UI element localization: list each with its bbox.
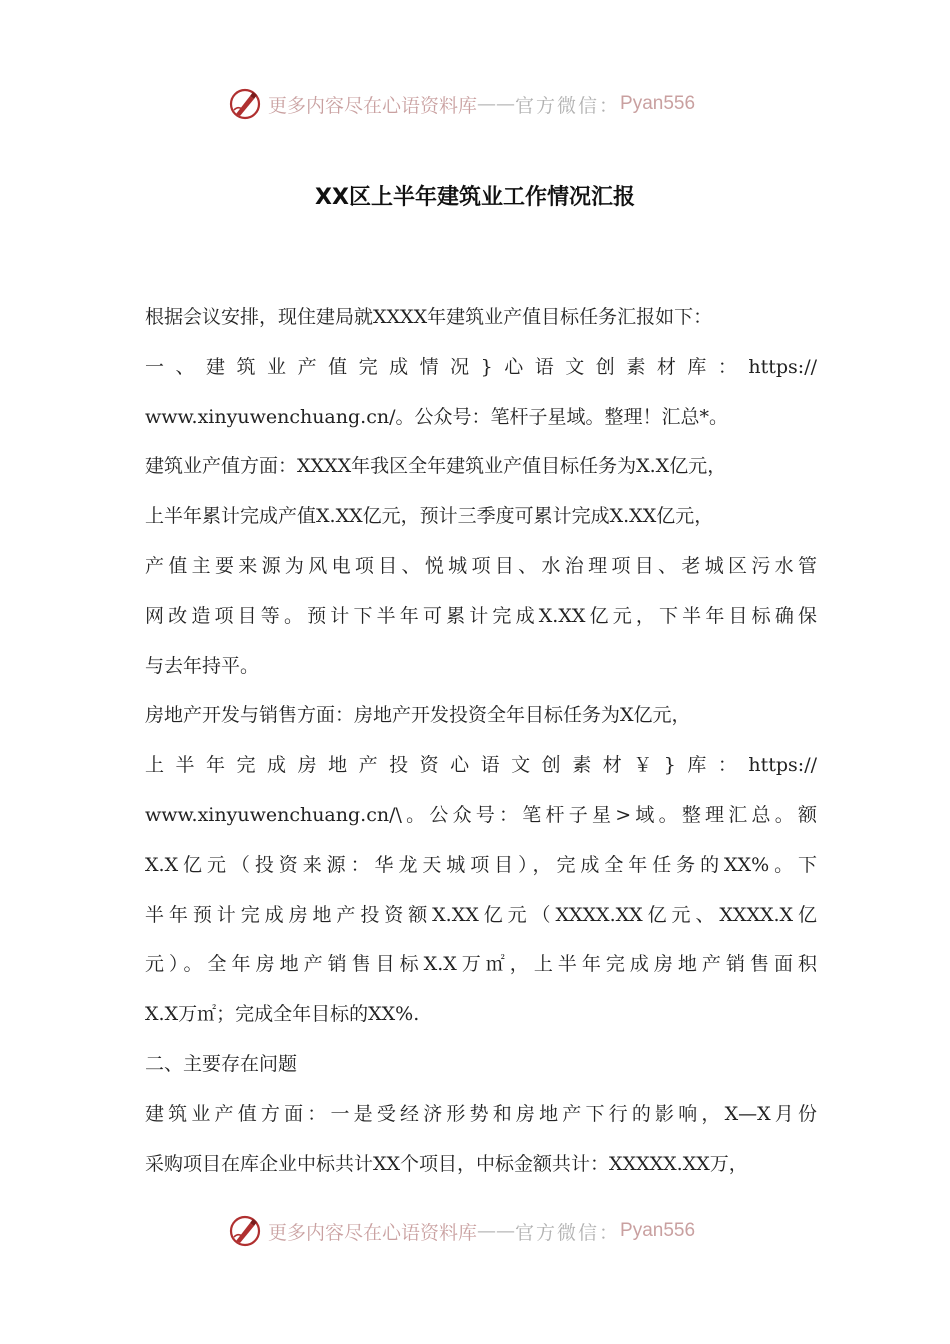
body-line: 半年预计完成房地产投资额X.XX亿元（XXXX.XX亿元、XXXX.X亿 bbox=[145, 903, 817, 926]
document-title: XX区上半年建筑业工作情况汇报 bbox=[315, 185, 635, 210]
banner-main-text: 更多内容尽在心语资料库 bbox=[268, 1221, 478, 1244]
pen-logo-icon bbox=[228, 1214, 262, 1248]
footer-banner bbox=[228, 1211, 695, 1251]
body-line: 网改造项目等。预计下半年可累计完成X.XX亿元，下半年目标确保 bbox=[145, 604, 817, 627]
banner-separator: —— bbox=[477, 1220, 516, 1242]
banner-wechat-id: Pyan556 bbox=[620, 1220, 696, 1241]
body-line: 上半年累计完成产值X.XX亿元，预计三季度可累计完成X.XX亿元， bbox=[145, 505, 714, 528]
body-line: 上半年完成房地产投资心语文创素材￥}库：https:// bbox=[145, 754, 817, 777]
banner-wechat-label: 官方微信： bbox=[515, 94, 621, 117]
body-line: 根据会议安排，现住建局就XXXX年建筑业产值目标任务汇报如下： bbox=[145, 306, 713, 328]
body-line: 元）。全年房地产销售目标X.X万㎡，上半年完成房地产销售面积 bbox=[145, 953, 817, 976]
body-line: 建筑业产值方面：一是受经济形势和房地产下行的影响，X—X月份 bbox=[145, 1102, 817, 1125]
banner-wechat-id: Pyan556 bbox=[620, 93, 696, 114]
pen-logo-icon bbox=[228, 87, 262, 121]
body-line: 房地产开发与销售方面：房地产开发投资全年目标任务为X亿元， bbox=[145, 704, 691, 727]
banner-separator: —— bbox=[477, 93, 516, 115]
header-banner bbox=[228, 84, 695, 124]
body-line: X.X亿元（投资来源：华龙天城项目），完成全年任务的XX%。下 bbox=[145, 853, 817, 876]
body-line: www.xinyuwenchuang.cn/\。公众号：笔杆子星>域。整理汇总。额 bbox=[145, 803, 817, 826]
banner-wechat-label: 官方微信： bbox=[515, 1221, 621, 1244]
body-line: 采购项目在库企业中标共计XX个项目，中标金额共计：XXXXX.XX万， bbox=[145, 1152, 748, 1175]
document-body bbox=[145, 293, 817, 1189]
body-line: 与去年持平。 bbox=[145, 654, 260, 677]
body-line: X.X万㎡；完成全年目标的XX%. bbox=[145, 1003, 420, 1026]
body-line: www.xinyuwenchuang.cn/。公众号：笔杆子星域。整理！汇总*。 bbox=[145, 405, 728, 428]
section-heading: 二、主要存在问题 bbox=[145, 1052, 298, 1075]
body-line: 产值主要来源为风电项目、悦城项目、水治理项目、老城区污水管 bbox=[145, 554, 817, 577]
banner-main-text: 更多内容尽在心语资料库 bbox=[268, 94, 478, 117]
body-line: 一、建筑业产值完成情况}心语文创素材库：https:// bbox=[145, 355, 817, 378]
body-line: 建筑业产值方面：XXXX年我区全年建筑业产值目标任务为X.X亿元， bbox=[145, 455, 727, 478]
